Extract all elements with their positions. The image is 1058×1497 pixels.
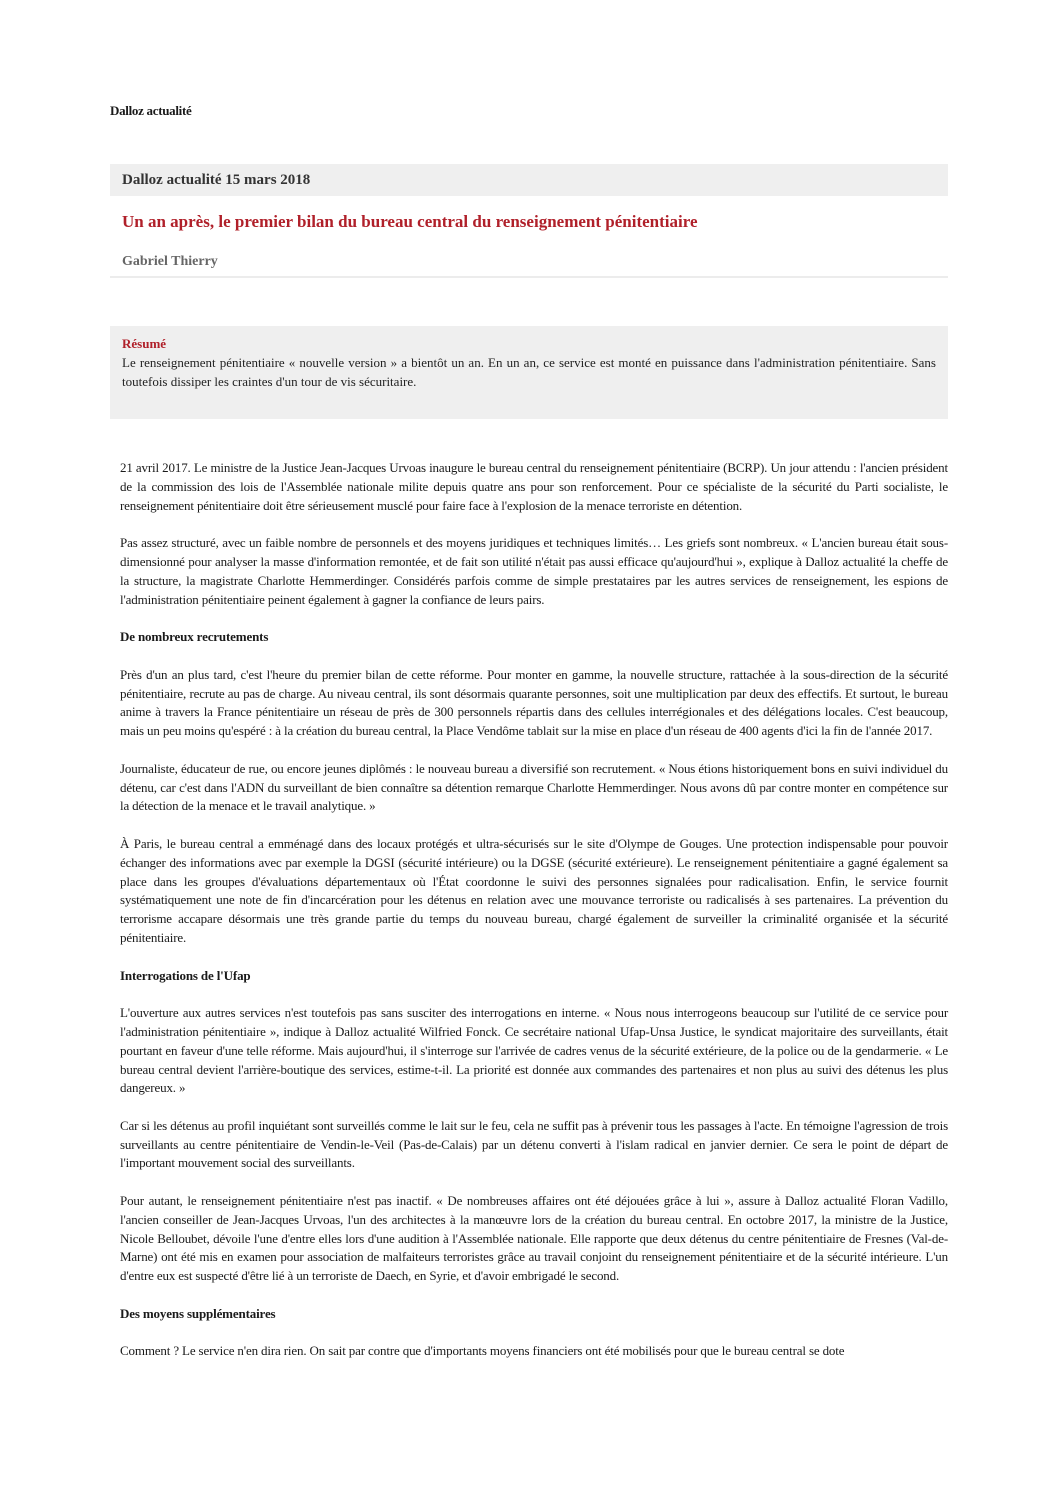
paragraph: Pas assez structuré, avec un faible nombre de personnels et des moyens juridiques et techniques limités… Les griefs sont nombreux. « L'ancien bureau était sous-dimensionné pour analyser la masse d'information remontée, et de fait son utilité n'était pas aussi efficace qu'aujourd'hui », explique à Dalloz actualité la cheffe de la structure, la magistrate Charlotte Hemmerdinger. Considérés parfois comme de simple prestataires par les autres services de renseignement, les espions de l'administration pénitentiaire peinent également à gagner la confiance de leurs pairs. [120, 535, 948, 607]
paragraph: 21 avril 2017. Le ministre de la Justice Jean-Jacques Urvoas inaugure le bureau central du renseignement pénitentiaire (BCRP). Un jour attendu : l'ancien président de la commission des lois de l'Assemblée nationale milite depuis quatre ans pour son renforcement. Pour ce spécialiste de la sécurité du Parti socialiste, le renseignement pénitentiaire doit être sérieusement musclé pour faire face à l'explosion de la menace terroriste en détention. [120, 460, 948, 513]
paragraph: Journaliste, éducateur de rue, ou encore jeunes diplômés : le nouveau bureau a diversifié son recrutement. « Nous étions historiquement bons en suivi individuel du détenu, car c'est dans l'ADN du surveillant de bien connaître sa détention remarque Charlotte Hemmerdinger. Nous avons dû par contre monter en compétence sur la détection de la menace et le travail analytique. » [120, 760, 948, 814]
section-heading: Interrogations de l'Ufap [120, 967, 251, 983]
summary-label: Résumé [122, 336, 167, 351]
summary-text: Le renseignement pénitentiaire « nouvelle version » a bientôt un an. En un an, ce service est monté en puissance dans l'administration pénitentiaire. Sans toutefois dissiper les craintes d'un tour de vis sécuritaire. [122, 355, 936, 389]
section-heading: Des moyens supplémentaires [120, 1305, 276, 1321]
paragraph: À Paris, le bureau central a emménagé dans des locaux protégés et ultra-sécurisés sur le site d'Olympe de Gouges. Une protection indispensable pour pouvoir échanger des informations avec par exemple la DGSI (sécurité intérieure) ou la DGSE (sécurité extérieure). Le renseignement pénitentiaire a gagné également sa place dans les groupes d'évaluations départementaux où l'État coordonne le suivi des personnes signalées pour radicalisation. Enfin, le service fournit systématiquement une note de fin d'incarcération pour les détenus en relation avec une mouvance terroriste ou radicalisés à ses partenaires. La prévention du terrorisme accapare désormais une très grande partie du temps du nouveau bureau, chargé également de surveiller la criminalité organisée et la sécurité pénitentiaire. [120, 835, 948, 945]
paragraph: Pour autant, le renseignement pénitentiaire n'est pas inactif. « De nombreuses affaires ont été déjouées grâce à lui », assure à Dalloz actualité Floran Vadillo, l'ancien conseiller de Jean-Jacques Urvoas, l'un des architectes à la manœuvre lors de la création du bureau central. En octobre 2017, la ministre de la Justice, Nicole Belloubet, dévoile l'une d'entre elles lors d'une audition à l'Assemblée nationale. Elle rapporte que deux détenus du centre pénitentiaire de Fresnes (Val-de-Marne) ont été mis en examen pour association de malfaiteurs terroristes grâce au travail conjoint du renseignement pénitentiaire et de la sécurité intérieure. L'un d'entre eux est suspecté d'être lié à un terroriste de Daech, en Syrie, et d'avoir embrigadé le second. [120, 1193, 948, 1284]
paragraph: L'ouverture aux autres services n'est toutefois pas sans susciter des interrogations en interne. « Nous nous interrogeons beaucoup sur l'utilité de ce service pour l'administration pénitentiaire », indique à Dalloz actualité Wilfried Fonck. Ce secrétaire national Ufap-Unsa Justice, le syndicat majoritaire des surveillants, était pourtant en faveur d'une telle réforme. Mais aujourd'hui, il s'interroge sur l'arrivée de cadres venus de la sécurité extérieure, de la police ou de la gendarmerie. « Le bureau central devient l'arrière-boutique des services, estime-t-il. La priorité est donnée aux commandes des partenaires et non plus au suivi des détenus les plus dangereux. » [120, 1005, 948, 1096]
paragraph: Car si les détenus au profil inquiétant sont surveillés comme le lait sur le feu, cela ne suffit pas à prévenir tous les passages à l'acte. En témoigne l'agression de trois surveillants au centre pénitentiaire de Vendin-le-Veil (Pas-de-Calais) par un détenu converti à l'islam radical en janvier dernier. Ce sera le point de départ de l'important mouvement social des surveillants. [120, 1117, 948, 1171]
article-date: Dalloz actualité 15 mars 2018 [110, 164, 948, 196]
article-title: Un an après, le premier bilan du bureau central du renseignement pénitentiaire [122, 212, 698, 231]
section-heading: De nombreux recrutements [120, 629, 269, 645]
paragraph: Comment ? Le service n'en dira rien. On sait par contre que d'importants moyens financiers ont été mobilisés pour que le bureau central se dote [120, 1343, 845, 1359]
summary-box [110, 326, 948, 419]
article-title-block [110, 164, 948, 278]
article-body [120, 459, 948, 1380]
running-header: Dalloz actualité [110, 103, 192, 118]
article-author: Gabriel Thierry [122, 254, 218, 269]
paragraph: Près d'un an plus tard, c'est l'heure du premier bilan de cette réforme. Pour monter en gamme, la nouvelle structure, rattachée à la sous-direction de la sécurité pénitentiaire, recrute au pas de charge. Au niveau central, ils sont désormais quarante personnes, soit une multiplication par deux des effectifs. Et surtout, le bureau anime à travers la France pénitentiaire un réseau de près de 300 personnels répartis dans des cellules interrégionales et des délégations locales. C'est beaucoup, mais un peu moins qu'espéré : à la création du bureau central, la Place Vendôme tablait sur la mise en place d'un réseau de 400 agents d'ici la fin de l'année 2017. [120, 666, 948, 739]
